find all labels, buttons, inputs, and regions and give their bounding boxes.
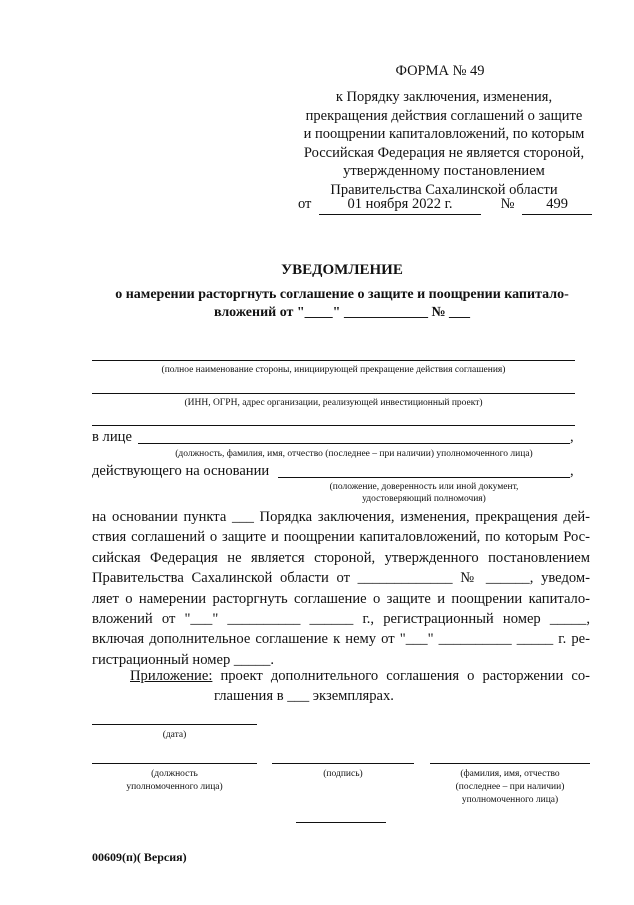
approval-line: и поощрении капиталовложений, по которым (303, 126, 585, 143)
body-line: вложений от "___" __________ ______ г., регистрационный номер _____, (92, 611, 590, 628)
approval-date: 01 ноября 2022 г. (319, 195, 481, 215)
representative-caption: (должность, фамилия, имя, отчество (последнее – при наличии) уполномоченного лица) (175, 449, 533, 459)
number-label: № (500, 196, 515, 212)
body-line: гистрационный номер _____. (92, 651, 275, 668)
attachment-line2: глашения в ___ экземплярах. (214, 688, 394, 704)
approval-date-row (298, 195, 592, 215)
full-name-caption: уполномоченного лица) (461, 795, 559, 805)
comma: , (570, 429, 574, 445)
body-line: ляет о намерении расторгнуть соглашение о защите и поощрении капитало- (92, 590, 590, 607)
subtitle-line: вложений от "____" ____________ № ___ (213, 305, 471, 320)
stamp-line (296, 822, 386, 823)
acting-basis-label: действующего на основании (92, 463, 270, 479)
attachment-line (130, 666, 590, 686)
attachment (130, 666, 590, 686)
inn-ogrn-caption: (ИНН, ОГРН, адрес организации, реализующей инвестиционный проект) (184, 398, 483, 408)
form-number: ФОРМА № 49 (395, 63, 485, 79)
acting-basis-caption: удостоверяющий полномочия) (362, 494, 486, 504)
document-title: УВЕДОМЛЕНИЕ (281, 262, 403, 278)
attachment-label: Приложение: (130, 668, 213, 684)
body-line: ствия соглашений о защите и поощрении капиталовложений, по которым Рос- (92, 529, 590, 546)
attachment-text: проект дополнительного соглашения о расторжении со- (220, 668, 590, 684)
date-caption: (дата) (162, 730, 187, 740)
position-caption: уполномоченного лица) (126, 782, 223, 792)
full-name-caption: (последнее – при наличии) (455, 782, 565, 792)
body-line: Правительства Сахалинской области от _____________ № ______, уведом- (92, 570, 590, 587)
comma: , (570, 463, 574, 479)
extra-line[interactable] (92, 425, 575, 426)
approval-line: Правительства Сахалинской области (330, 181, 558, 198)
signature-caption: (подпись) (323, 769, 363, 779)
party-name-line[interactable] (92, 360, 575, 361)
document-subtitle (0, 286, 634, 322)
representative-line[interactable] (138, 443, 570, 444)
body-line: на основании пункта ___ Порядка заключения, изменения, прекращения дей- (92, 509, 590, 525)
body-line: сийская Федерация не является стороной, утвержденного постановлением (92, 549, 590, 566)
body-line: включая дополнительное соглашение к нему от "___" __________ _____ г. ре- (92, 631, 590, 648)
from-label: от (298, 196, 312, 212)
approval-number: 499 (522, 195, 592, 215)
full-name-line[interactable] (430, 763, 590, 764)
footer-code: 00609(п)( Версия) (92, 850, 187, 864)
signature-line[interactable] (272, 763, 414, 764)
inn-ogrn-line[interactable] (92, 393, 575, 394)
in-person-label: в лице (92, 429, 132, 445)
approval-line: Российская Федерация не является стороной, (303, 144, 585, 161)
position-line[interactable] (92, 763, 257, 764)
approval-line: утвержденному постановлением (343, 163, 545, 180)
approval-line: прекращения действия соглашений о защите (305, 107, 583, 124)
approval-line: к Порядку заключения, изменения, (335, 89, 553, 105)
date-line[interactable] (92, 724, 257, 725)
full-name-caption: (фамилия, имя, отчество (460, 769, 560, 779)
position-caption: (должность (151, 769, 198, 779)
acting-basis-caption: (положение, доверенность или иной документ, (329, 482, 519, 492)
subtitle-line: о намерении расторгнуть соглашение о защите и поощрении капитало- (115, 287, 569, 302)
notice-body (92, 507, 590, 670)
party-name-caption: (полное наименование стороны, инициирующей прекращение действия соглашения) (161, 365, 506, 375)
approval-reference (286, 88, 602, 200)
acting-basis-line[interactable] (278, 477, 570, 478)
